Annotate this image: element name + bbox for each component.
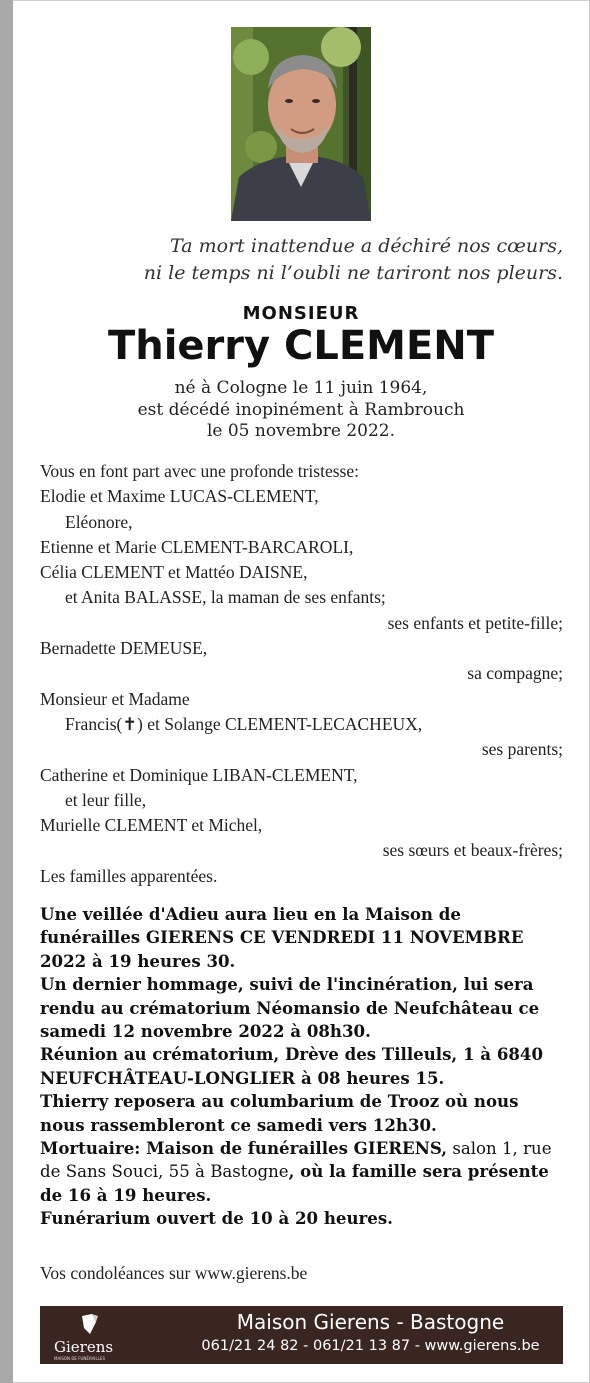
info-line: Thierry reposera au columbarium de Trooz où nous: [40, 1091, 519, 1112]
funeral-home-name: Maison Gierens - Bastogne: [236, 1310, 505, 1334]
left-border-bar: [0, 0, 13, 1383]
info-line: Mortuaire: Maison de funérailles GIERENS,: [40, 1138, 448, 1159]
condolences-text: Vos condoléances sur www.gierens.be: [40, 1263, 308, 1283]
info-line: , où la famille sera présente: [288, 1161, 549, 1182]
info-line: 2022 à 19 heures 30.: [40, 950, 236, 971]
family-line: Elodie et Maxime LUCAS-CLEMENT,: [40, 486, 319, 507]
birth-death-details: [0, 378, 590, 443]
death-date-line: le 05 novembre 2022.: [206, 421, 396, 441]
info-line: Une veillée d'Adieu aura lieu en la Maison de: [40, 904, 461, 924]
memorial-quote: [144, 233, 563, 287]
family-line: Francis(✝) et Solange CLEMENT-LECACHEUX,: [65, 713, 423, 734]
info-line: Réunion au crématorium, Drève des Tilleuls, 1 à 6840: [40, 1044, 544, 1065]
info-line: de Sans Souci, 55 à Bastogne: [40, 1162, 289, 1182]
family-list: [40, 459, 563, 889]
info-line: nous rassembleront ce samedi vers 12h30.: [40, 1114, 437, 1135]
family-intro: Vous en font part avec une profonde tristesse:: [40, 461, 359, 481]
quote-line: Ta mort inattendue a déchiré nos cœurs,: [170, 235, 563, 257]
birth-line: né à Cologne le 11 juin 1964,: [174, 378, 428, 398]
logo-text: Gierens: [54, 1338, 114, 1356]
top-border: [13, 0, 590, 1]
honorific-title: MONSIEUR: [242, 303, 360, 324]
family-line: Etienne et Marie CLEMENT-BARCAROLI,: [40, 536, 354, 557]
funeral-home-contacts: 061/21 24 82 - 061/21 13 87 - www.gierens.be: [201, 1338, 540, 1354]
info-line: Un dernier hommage, suivi de l'incinération, lui sera: [40, 974, 534, 995]
ceremony-info: [40, 903, 570, 1231]
family-line: Monsieur et Madame: [40, 688, 190, 709]
family-line: Murielle CLEMENT et Michel,: [40, 815, 263, 836]
family-line: Catherine et Dominique LIBAN-CLEMENT,: [40, 764, 358, 785]
family-relation: ses enfants et petite-fille;: [387, 612, 563, 633]
deceased-name: Thierry CLEMENT: [107, 323, 495, 369]
info-line: de 16 à 19 heures.: [40, 1184, 212, 1205]
info-line: salon 1, rue: [447, 1139, 552, 1159]
portrait-photo: [231, 27, 371, 221]
gierens-logo: [50, 1312, 128, 1360]
logo-mark-icon: [78, 1312, 102, 1338]
family-relation: sa compagne;: [467, 663, 563, 684]
family-line: et Anita BALASSE, la maman de ses enfants;: [65, 587, 386, 608]
family-line: et leur fille,: [65, 789, 147, 810]
info-line: samedi 12 novembre 2022 à 08h30.: [40, 1021, 371, 1042]
family-line: Bernadette DEMEUSE,: [40, 638, 208, 659]
logo-subtext: MAISON DE FUNÉRAILLES: [54, 1356, 106, 1361]
family-line: Les familles apparentées.: [40, 865, 218, 886]
funeral-home-banner: [40, 1306, 563, 1364]
quote-line: ni le temps ni l’oubli ne tariront nos pleurs.: [143, 262, 563, 284]
family-relation: ses parents;: [481, 739, 563, 760]
family-relation: ses sœurs et beaux-frères;: [382, 840, 563, 861]
info-line: NEUFCHÂTEAU-LONGLIER à 08 heures 15.: [40, 1067, 445, 1088]
death-line: est décédé inopinément à Rambrouch: [137, 399, 465, 420]
info-line: funérailles GIERENS CE VENDREDI 11 NOVEMBRE: [40, 927, 524, 948]
info-line: rendu au crématorium Néomansio de Neufchâteau ce: [40, 997, 540, 1018]
family-line: Eléonore,: [65, 511, 133, 532]
family-line: Célia CLEMENT et Mattéo DAISNE,: [40, 562, 308, 583]
info-line: Funérarium ouvert de 10 à 20 heures.: [40, 1208, 393, 1229]
